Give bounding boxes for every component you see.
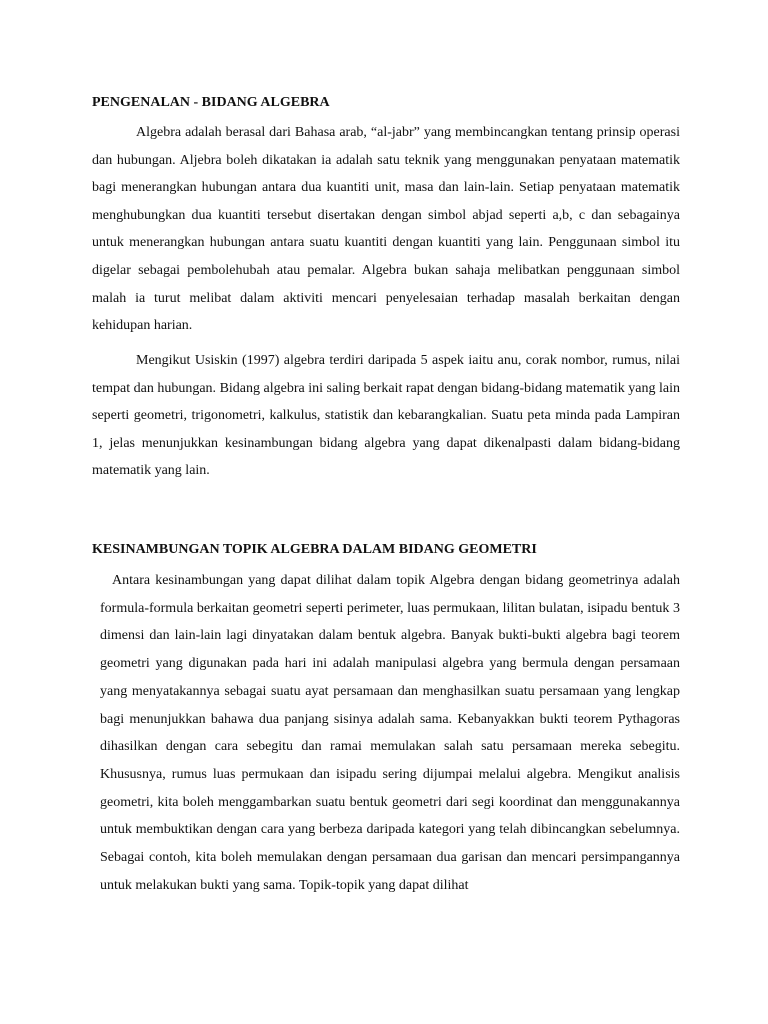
section-heading-pengenalan: PENGENALAN - BIDANG ALGEBRA [92,95,330,110]
paragraph-usiskin-aspects: Mengikut Usiskin (1997) algebra terdiri daripada 5 aspek iaitu anu, corak nombor, rumus, nilai tempat dan hubungan. Bidang algebra ini saling berkait rapat dengan bidang-bidang matematik yang lain seperti geometri, trigonometri, kalkulus, statistik dan kebarangkalian. Suatu peta minda pada Lampiran 1, jelas menunjukkan kesinambungan bidang algebra yang dapat dikenalpasti dalam bidang-bidang matematik yang lain. [92,353,680,479]
section-heading-kesinambungan: KESINAMBUNGAN TOPIK ALGEBRA DALAM BIDANG GEOMETRI [92,542,537,557]
paragraph-algebra-definition: Algebra adalah berasal dari Bahasa arab, “al-jabr” yang membincangkan tentang prinsip operasi dan hubungan. Aljebra boleh dikatakan ia adalah satu teknik yang menggunakan penyataan matematik bagi menerangkan hubungan antara dua kuantiti unit, masa dan lain-lain. Setiap penyataan matematik menghubungkan dua kuantiti tersebut disertakan dengan simbol abjad seperti a,b, c dan sebagainya untuk menerangkan hubungan antara suatu kuantiti dengan kuantiti yang lain. Penggunaan simbol itu digelar sebagai pembolehubah atau pemalar. Algebra bukan sahaja melibatkan penggunaan simbol malah ia turut melibat dalam aktiviti mencari penyelesaian terhadap masalah berkaitan dengan kehidupan harian. [92,125,680,334]
paragraph-algebra-geometry-continuity: Antara kesinambungan yang dapat dilihat dalam topik Algebra dengan bidang geometrinya adalah formula-formula berkaitan geometri seperti perimeter, luas permukaan, lilitan bulatan, isipadu bentuk 3 dimensi dan lain-lain lagi dinyatakan dalam bentuk algebra. Banyak bukti-bukti algebra bagi teorem geometri yang digunakan pada hari ini adalah manipulasi algebra yang bermula dengan persamaan yang menyatakannya sebagai suatu ayat persamaan dan menghasilkan suatu persamaan yang lengkap bagi menunjukkan bahawa dua panjang sisinya adalah sama. Kebanyakkan bukti teorem Pythagoras dihasilkan dengan cara sebegitu dan ramai memulakan salah satu persamaan mereka sebegitu. Khususnya, rumus luas permukaan dan isipadu sering dijumpai melalui algebra. Mengikut analisis geometri, kita boleh menggambarkan suatu bentuk geometri dari segi koordinat dan menggunakannya untuk membuktikan dengan cara yang berbeza daripada kategori yang telah dibincangkan sebelumnya. Sebagai contoh, kita boleh memulakan dengan persamaan dua garisan dan mencari persimpangannya untuk melakukan bukti yang sama. Topik-topik yang dapat dilihat [100,573,680,893]
